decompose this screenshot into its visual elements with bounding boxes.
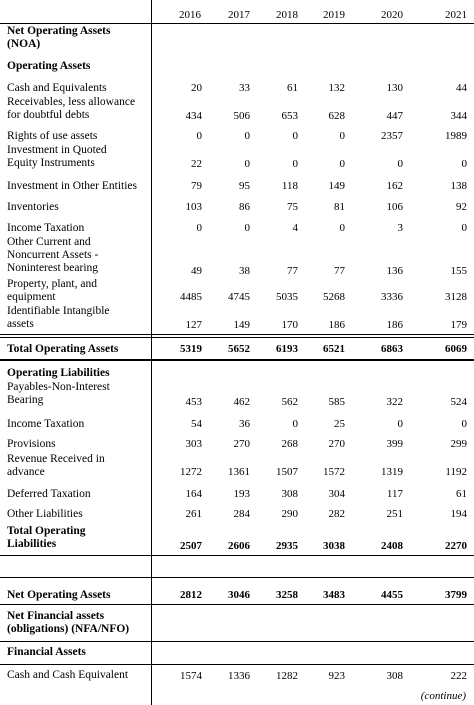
row-value: 61 [456, 488, 467, 500]
row-value: 628 [328, 110, 345, 122]
row-value: 164 [185, 488, 202, 500]
row-value: 194 [450, 508, 467, 520]
nfa-header-bottom-rule [0, 641, 474, 642]
year-header-2020: 2020 [381, 9, 403, 21]
row-value: 61 [287, 82, 298, 94]
row-value: 222 [450, 670, 467, 682]
row-value: 2812 [180, 589, 202, 601]
row-value: 0 [292, 158, 298, 170]
row-value: 6863 [381, 343, 403, 355]
row-value: 282 [328, 508, 345, 520]
row-value: 1361 [228, 466, 250, 478]
row-value: 33 [239, 82, 250, 94]
row-value: 261 [185, 508, 202, 520]
row-value: 653 [281, 110, 298, 122]
year-header-2018: 2018 [276, 9, 298, 21]
row-label: Property, plant, and equipment [7, 278, 97, 303]
row-value: 193 [233, 488, 250, 500]
row-value: 1319 [381, 466, 403, 478]
row-label: Financial Assets [7, 646, 86, 658]
total-operating-liabilities-bottom-rule [0, 555, 474, 556]
row-value: 86 [239, 201, 250, 213]
row-value: 132 [328, 82, 345, 94]
row-label: Operating Assets [7, 60, 91, 72]
row-value: 92 [456, 201, 467, 213]
row-value: 2357 [381, 130, 403, 142]
row-value: 462 [233, 396, 250, 408]
row-value: 20 [191, 82, 202, 94]
net-operating-assets-bottom-rule [0, 604, 474, 605]
row-value: 585 [328, 396, 345, 408]
row-label: Other Current and Noncurrent Assets - Noninterest bearing [7, 236, 99, 274]
row-value: 0 [397, 418, 403, 430]
year-header-2016: 2016 [179, 9, 201, 21]
table-top-border [0, 23, 474, 24]
row-value: 3336 [381, 291, 403, 303]
row-value: 0 [397, 158, 403, 170]
row-value: 0 [196, 130, 202, 142]
row-label: Net Operating Assets (NOA) [7, 25, 111, 50]
row-value: 95 [239, 180, 250, 192]
row-label: Deferred Taxation [7, 488, 91, 500]
row-value: 77 [287, 265, 298, 277]
row-value: 1336 [228, 670, 250, 682]
row-label: Net Financial assets (obligations) (NFA/NFO) [7, 610, 130, 635]
row-value: 1572 [323, 466, 345, 478]
row-value: 149 [233, 319, 250, 331]
row-value: 0 [292, 418, 298, 430]
row-label: Identifiable Intangible assets [7, 305, 110, 330]
row-label: Other Liabilities [7, 508, 83, 520]
row-value: 79 [191, 180, 202, 192]
row-value: 170 [281, 319, 298, 331]
row-value: 81 [334, 201, 345, 213]
row-value: 186 [328, 319, 345, 331]
row-value: 149 [328, 180, 345, 192]
row-label: Total Operating Assets [7, 343, 119, 355]
row-value: 3258 [276, 589, 298, 601]
row-value: 117 [386, 488, 403, 500]
row-value: 453 [185, 396, 202, 408]
row-value: 49 [191, 265, 202, 277]
row-value: 186 [386, 319, 403, 331]
row-value: 524 [450, 396, 467, 408]
row-value: 3 [397, 222, 403, 234]
row-value: 0 [244, 222, 250, 234]
row-value: 284 [233, 508, 250, 520]
row-value: 1192 [445, 466, 467, 478]
row-value: 162 [386, 180, 403, 192]
row-value: 0 [461, 158, 467, 170]
row-value: 54 [191, 418, 202, 430]
row-value: 3128 [445, 291, 467, 303]
row-value: 130 [386, 82, 403, 94]
row-value: 5268 [323, 291, 345, 303]
row-value: 0 [339, 158, 345, 170]
row-value: 6193 [276, 343, 298, 355]
row-value: 303 [185, 438, 202, 450]
row-value: 290 [281, 508, 298, 520]
row-label: Investment in Quoted Equity Instruments [7, 144, 107, 169]
row-value: 1989 [445, 130, 467, 142]
row-label: Income Taxation [7, 222, 85, 234]
row-value: 5652 [228, 343, 250, 355]
row-value: 1272 [180, 466, 202, 478]
total-operating-assets-top-rule [0, 334, 474, 335]
row-value: 6069 [445, 343, 467, 355]
row-value: 127 [185, 319, 202, 331]
row-value: 36 [239, 418, 250, 430]
year-header-2017: 2017 [228, 9, 250, 21]
row-value: 22 [191, 158, 202, 170]
year-header-2019: 2019 [323, 9, 345, 21]
row-value: 270 [233, 438, 250, 450]
row-value: 6521 [323, 343, 345, 355]
row-label: Income Taxation [7, 418, 85, 430]
row-value: 308 [386, 670, 403, 682]
row-value: 5319 [180, 343, 202, 355]
row-value: 4745 [228, 291, 250, 303]
row-value: 0 [461, 418, 467, 430]
total-operating-assets-top-rule-double [0, 337, 474, 338]
row-value: 2935 [276, 540, 298, 552]
row-label: Rights of use assets [7, 130, 98, 142]
total-operating-assets-bottom-rule [0, 359, 474, 361]
gap-row-bottom-rule [0, 577, 474, 578]
label-column-divider [151, 0, 152, 705]
row-value: 0 [339, 222, 345, 234]
row-value: 2270 [445, 540, 467, 552]
row-value: 268 [281, 438, 298, 450]
row-value: 251 [386, 508, 403, 520]
row-value: 322 [386, 396, 403, 408]
row-value: 179 [450, 319, 467, 331]
row-value: 5035 [276, 291, 298, 303]
row-value: 270 [328, 438, 345, 450]
row-value: 304 [328, 488, 345, 500]
row-label: Inventories [7, 201, 59, 213]
row-value: 75 [287, 201, 298, 213]
row-value: 25 [334, 418, 345, 430]
row-label: Receivables, less allowance for doubtful debts [7, 96, 136, 121]
row-value: 2408 [381, 540, 403, 552]
row-label: Cash and Cash Equivalent [7, 669, 129, 681]
row-value: 3038 [323, 540, 345, 552]
row-value: 44 [456, 82, 467, 94]
row-value: 0 [196, 222, 202, 234]
row-value: 0 [339, 130, 345, 142]
row-value: 0 [292, 130, 298, 142]
row-value: 1282 [276, 670, 298, 682]
row-value: 434 [185, 110, 202, 122]
row-value: 3799 [445, 589, 467, 601]
continue-note: (continue) [420, 690, 466, 702]
row-label: Revenue Received in advance [7, 453, 105, 478]
row-value: 106 [386, 201, 403, 213]
row-label: Cash and Equivalents [7, 82, 107, 94]
row-value: 562 [281, 396, 298, 408]
financial-assets-bottom-rule [0, 664, 474, 665]
row-value: 344 [450, 110, 467, 122]
row-label: Investment in Other Entities [7, 180, 137, 192]
year-header-2021: 2021 [445, 9, 467, 21]
row-value: 0 [461, 222, 467, 234]
row-value: 3483 [323, 589, 345, 601]
row-value: 4485 [180, 291, 202, 303]
row-value: 103 [185, 201, 202, 213]
row-value: 77 [334, 265, 345, 277]
row-value: 4 [292, 222, 298, 234]
row-value: 3046 [228, 589, 250, 601]
row-label: Net Operating Assets [7, 589, 111, 601]
row-label: Total Operating Liabilities [7, 525, 86, 550]
row-label: Payables-Non-Interest Bearing [7, 381, 110, 406]
row-value: 118 [281, 180, 298, 192]
row-value: 136 [386, 265, 403, 277]
row-value: 0 [244, 158, 250, 170]
row-value: 155 [450, 265, 467, 277]
row-value: 923 [328, 670, 345, 682]
row-value: 0 [244, 130, 250, 142]
row-value: 138 [450, 180, 467, 192]
row-value: 4455 [381, 589, 403, 601]
row-value: 447 [386, 110, 403, 122]
row-label: Operating Liabilities [7, 367, 110, 379]
row-value: 1507 [276, 466, 298, 478]
row-value: 506 [233, 110, 250, 122]
row-value: 1574 [180, 670, 202, 682]
row-value: 38 [239, 265, 250, 277]
row-value: 299 [450, 438, 467, 450]
row-value: 308 [281, 488, 298, 500]
row-value: 2606 [228, 540, 250, 552]
row-value: 2507 [180, 540, 202, 552]
row-label: Provisions [7, 438, 56, 450]
row-value: 399 [386, 438, 403, 450]
